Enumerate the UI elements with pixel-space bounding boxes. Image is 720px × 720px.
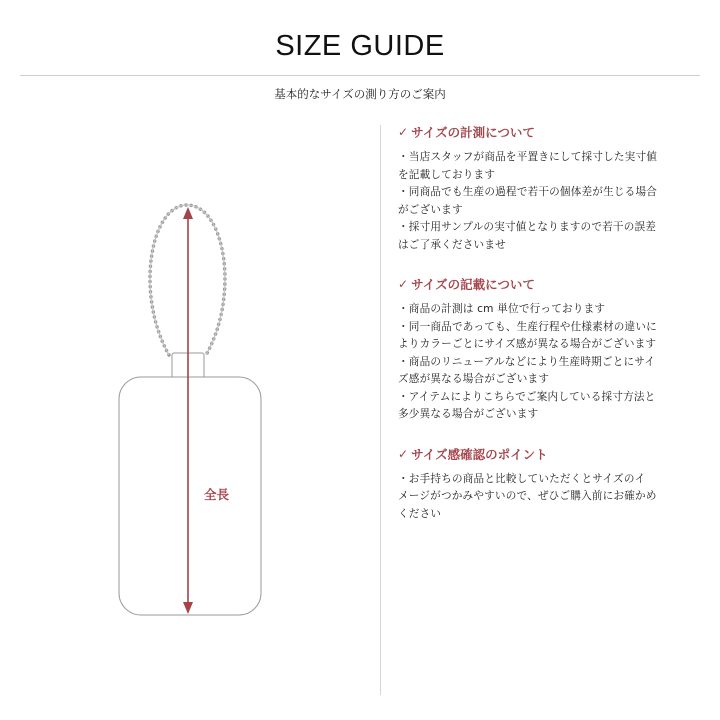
size-notes: [398, 122, 698, 543]
list-item: ・同一商品であっても、生産行程や仕様素材の違いに: [398, 320, 657, 333]
section-listing: [398, 274, 698, 424]
list-item: ・商品の計測は cm 単位で行っております: [398, 303, 606, 315]
list-item: ・アイテムによりこちらでご案内している採寸方法と: [398, 390, 656, 403]
list-item: ・当店スタッフが商品を平置きにして採寸した実寸値: [398, 151, 658, 163]
list-item: よりカラーごとにサイズ感が異なる場合がございます: [398, 338, 657, 350]
list-item: ・同商品でも生産の過程で若干の個体差が生じる場合: [398, 186, 658, 198]
section-heading: [398, 122, 698, 142]
list-item: メージがつかみやすいので、ぜひご購入前にお確かめ: [398, 490, 657, 502]
section-heading: [398, 274, 698, 294]
section-heading-text: サイズの記載について: [411, 277, 535, 292]
list-item: ・採寸用サンプルの実寸値となりますので若干の誤差: [398, 221, 657, 233]
bag-body: [119, 377, 261, 615]
section-check-points: [398, 444, 698, 524]
list-item: はご了承くださいませ: [398, 238, 506, 251]
column-divider: [380, 125, 381, 695]
check-icon: ✓: [398, 277, 409, 291]
list-item: ズ感が異なる場合がございます: [398, 373, 550, 385]
bullet-list: [398, 149, 698, 254]
bullet-list: [398, 301, 698, 424]
bag-diagram: [105, 195, 275, 625]
bag-illustration: [105, 195, 275, 625]
list-item: を記載しております: [398, 168, 496, 181]
page-subtitle: 基本的なサイズの測り方のご案内: [274, 87, 446, 101]
section-heading: [398, 444, 698, 464]
section-measurement: [398, 122, 698, 254]
section-heading-text: サイズ感確認のポイント: [411, 446, 548, 462]
page-title: SIZE GUIDE: [275, 30, 445, 62]
section-heading-text: サイズの計測について: [411, 125, 535, 140]
list-item: がございます: [398, 203, 463, 216]
check-icon: ✓: [398, 125, 409, 139]
list-item: ください: [398, 507, 442, 520]
length-label: 全長: [204, 487, 230, 502]
list-item: ・商品のリニューアルなどにより生産時期ごとにサイ: [398, 355, 656, 368]
title-divider: [20, 75, 700, 76]
list-item: ・お手持ちの商品と比較していただくとサイズのイ: [398, 472, 646, 485]
list-item: 多少異なる場合がございます: [398, 408, 539, 420]
bullet-list: [398, 471, 698, 524]
length-arrow-head-top: [183, 207, 193, 219]
check-icon: ✓: [398, 446, 409, 461]
